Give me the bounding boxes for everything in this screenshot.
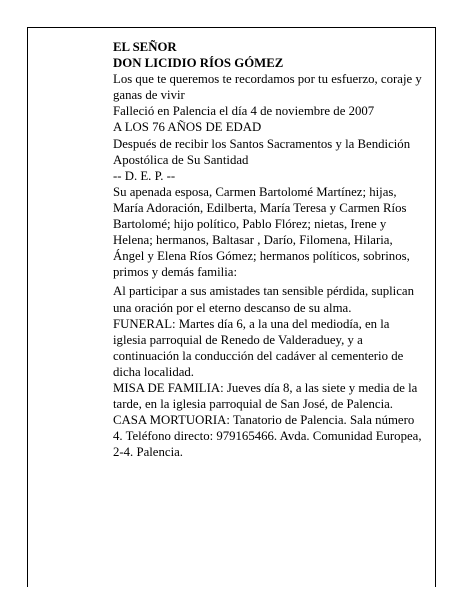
rip-text: -- D. E. P. -- (113, 168, 176, 183)
obituary-notice (113, 39, 423, 460)
death-info: Falleció en Palencia el día 4 de noviembre de 2007 (113, 104, 375, 119)
remembrance-text: Los que te queremos te recordamos por tu esfuerzo, coraje y ganas de vivir (113, 72, 422, 103)
family-list: Su apenada esposa, Carmen Bartolomé Martínez; hijas, María Adoración, Edilberta, María Teresa y Carmen Ríos Bartolomé; hijo político, Pablo Flórez; nietas, Irene y Helena; hermanos, Baltasar , Darío, Filomena, Hilaria, Ángel y Elena Ríos Gómez; hermanos políticos, sobrinos, primos y demás familia: (113, 184, 410, 280)
notice-title-honorific: EL SEÑOR (113, 40, 177, 54)
mortuary-details: CASA MORTUORIA: Tanatorio de Palencia. Sala número 4. Teléfono directo: 979165466. Avda. Comunidad Europea, 2-4. Palencia. (113, 413, 422, 460)
notice-title-name: DON LICIDIO RÍOS GÓMEZ (113, 56, 284, 71)
family-mass-details: MISA DE FAMILIA: Jueves día 8, a las siete y media de la tarde, en la iglesia parroquial de San José, de Palencia. (113, 380, 418, 412)
funeral-details: FUNERAL: Martes día 6, a la una del mediodía, en la iglesia parroquial de Renedo de Valderaduey, y a continuación la conducción del cadáver al cementerio de dicha localidad. (113, 316, 404, 379)
sacraments-text: Después de recibir los Santos Sacramentos y la Bendición Apostólica de Su Santidad (113, 136, 411, 167)
age-text: A LOS 76 AÑOS DE EDAD (113, 120, 262, 135)
prayer-request: Al participar a sus amistades tan sensible pérdida, suplican una oración por el eterno descanso de su alma. (113, 284, 414, 315)
